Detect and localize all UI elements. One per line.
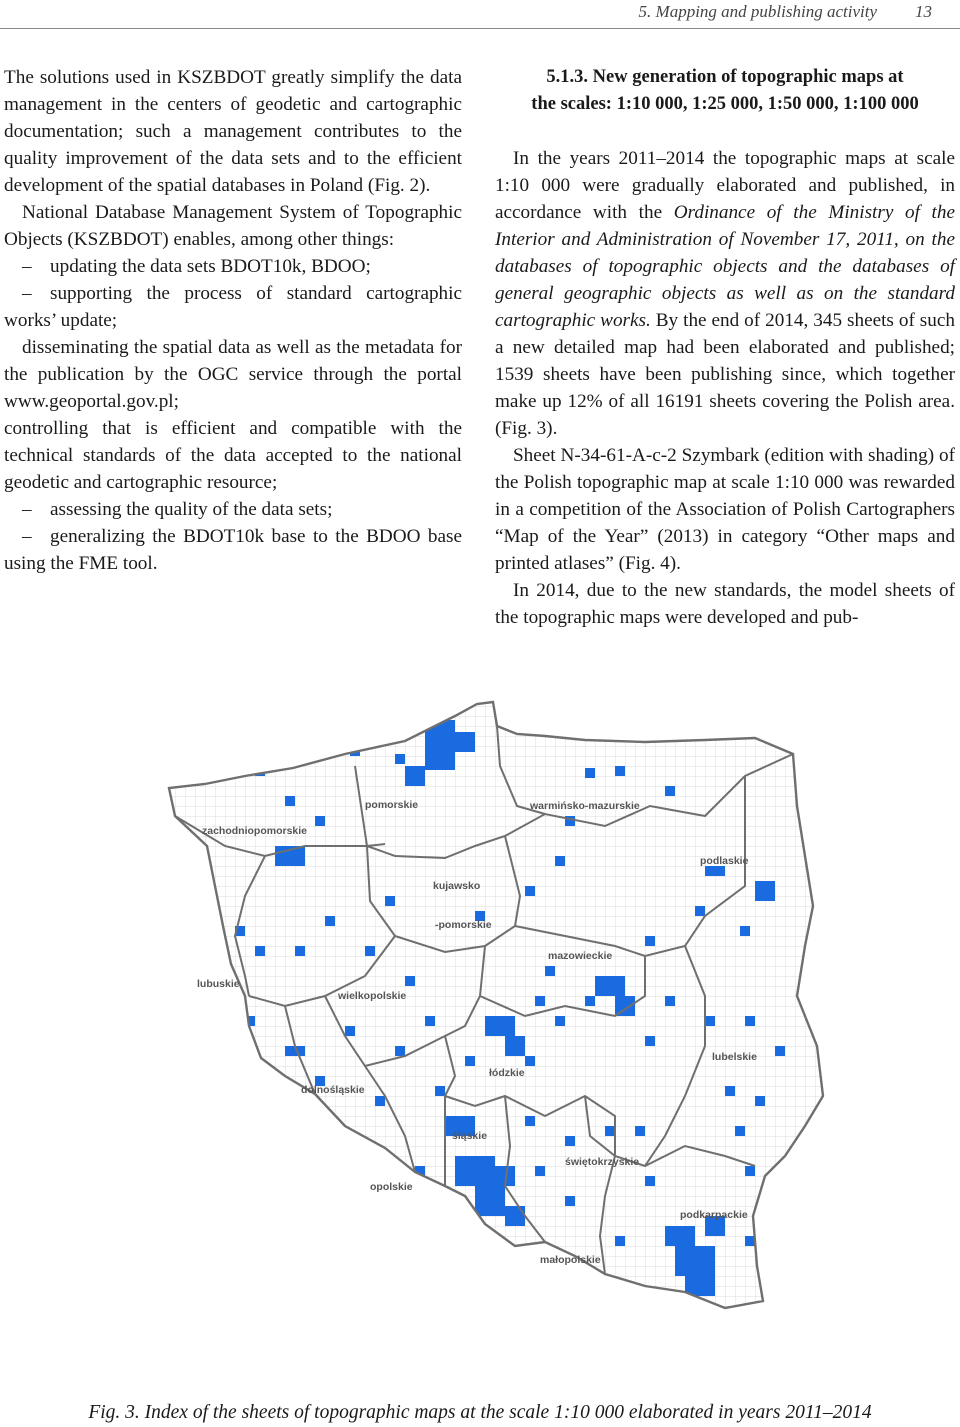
map-sheet [315,816,325,826]
map-sheet [395,1046,405,1056]
map-sheet [735,1126,745,1136]
figure-caption: Fig. 3. Index of the sheets of topographic maps at the scale 1:10 000 elaborated in years 2011–2014 [88,1402,872,1423]
page-header [0,0,960,28]
region-label: świętokrzyskie [565,1156,640,1168]
region-label: zachodniopomorskie [202,825,308,837]
map-sheet [695,906,705,916]
map-sheet [325,916,335,926]
map-sheet [225,761,235,771]
region-label: opolskie [370,1181,413,1193]
map-sheet [475,1186,505,1216]
map-sheet [755,1096,765,1106]
map-sheet [615,1236,625,1246]
region-label: lubelskie [712,1051,757,1063]
dash-marker: – [22,499,32,520]
map-sheet [675,1246,715,1276]
map-sheet [525,1116,535,1126]
map-sheet [375,1096,385,1106]
map-sheet [505,1036,525,1056]
map-sheet [585,1276,595,1286]
map-sheet [365,946,375,956]
map-sheet [535,996,545,1006]
region-label: śląskie [452,1130,488,1142]
paragraph-3 [495,145,955,442]
region-label: lubuskie [197,978,240,990]
map-sheet [745,1236,755,1246]
map-sheet [595,976,625,996]
map-sheet [345,1026,355,1036]
map-sheet [465,1056,475,1066]
map-sheet [295,946,305,956]
map-sheet [775,1046,785,1056]
paragraph-text: In the years 2011–2014 the topographic maps at scale 1:10 000 were gradually elaborated and published, in accordance with the [495,148,955,223]
map-sheet [445,732,475,752]
ordinance-citation: Ordinance of the Ministry of the Interior and Administration of November 17, 2011, on the databases of topographic objects and the databases of general geographic objects as well as on the standard cartographic works. [495,202,955,331]
heading-line-1: 5.1.3. New generation of topographic maps at [546,67,904,87]
map-sheet [705,866,725,876]
paragraph-1: The solutions used in KSZBDOT greatly simplify the data management in the centers of geodetic and cartographic documentation; such a management contributes to the quality improvement of the data sets and to the efficient development of the spatial databases in Poland (Fig. 2). [4,67,462,196]
map-sheet [745,1166,755,1176]
left-column [4,64,462,577]
map-sheet [525,886,535,896]
map-sheet [535,1166,545,1176]
region-label: dolnośląskie [301,1084,365,1096]
list-item-text: supporting the process of standard cartographic works’ update; [4,283,462,331]
map-sheet [725,1086,735,1096]
list-item-text: assessing the quality of the data sets; [50,499,333,520]
map-sheet [645,936,655,946]
sheet-index-map [145,696,845,1336]
map-sheet [425,1016,435,1026]
list-item-2 [4,280,462,334]
list-item-text: controlling that is efficient and compatible with the technical standards of the data accepted to the national geodetic and cartographic resource; [4,418,462,493]
map-sheet [435,1086,445,1096]
map-sheet [565,1136,575,1146]
region-label: podlaskie [700,855,749,867]
right-column [495,64,955,631]
region-label: mazowieckie [548,950,613,962]
heading-line-2: the scales: 1:10 000, 1:25 000, 1:50 000, 1:100 000 [531,94,919,114]
map-sheet [455,1156,495,1186]
paragraph-2: National Database Management System of Topographic Objects (KSZBDOT) enables, among other things: [4,202,462,250]
map-sheet [665,1226,695,1246]
map-sheet [190,846,200,856]
list-item-5 [4,496,462,523]
map-sheet [525,1056,535,1066]
map-sheet [505,1206,525,1226]
region-label: podkarpackie [680,1209,748,1221]
dash-marker: – [22,283,32,304]
map-sheet [285,796,295,806]
running-header [639,2,932,22]
map-sheet [405,976,415,986]
map-sheet [385,896,395,906]
region-label: warmińsko-mazurskie [530,800,640,812]
dash-marker: – [22,526,32,547]
list-item-6 [4,523,462,577]
list-item-text: generalizing the BDOT10k base to the BDOO base using the FME tool. [4,526,462,574]
map-sheet [445,1196,465,1216]
map-sheet [485,1016,515,1036]
poland-map [145,696,845,1336]
paragraph-5: In 2014, due to the new standards, the model sheets of the topographic maps were developed and pub- [495,580,955,628]
chapter-title: 5. Mapping and publishing activity [638,2,877,21]
map-sheet [405,766,425,786]
map-sheet [745,1016,755,1026]
map-sheet [755,881,775,901]
paragraph-text: By the end of 2014, 345 sheets of such a new detailed map had been elaborated and published; 1539 sheets have been publishing since, which together make up 12% of all 16191 sheets covering the Polish area. (Fig. 3). [495,310,955,439]
list-item-4 [4,415,462,496]
map-sheet [665,786,675,796]
region-label: -pomorskie [435,919,492,931]
map-sheet [395,1196,405,1206]
section-heading [495,64,955,118]
map-sheet [585,996,595,1006]
map-sheet [705,1016,715,1026]
header-rule [0,28,960,29]
region-label: kujawsko [433,880,481,892]
map-sheet [765,1196,775,1206]
paragraph-4: Sheet N-34-61-A-c-2 Szymbark (edition with shading) of the Polish topographic map at scale 1:10 000 was rewarded in a competition of the Association of Polish Cartographers “Map of the Year” (2013) in category “Other maps and printed atlases” (Fig. 4). [495,445,955,574]
region-label: małopolskie [540,1254,601,1266]
map-sheet [255,946,265,956]
map-sheet [615,766,625,776]
map-sheet [645,1176,655,1186]
map-sheet [555,856,565,866]
map-sheet [395,754,405,764]
map-sheet [635,1126,645,1136]
map-sheet [565,1196,575,1206]
page-number: 13 [915,2,932,21]
region-label: wielkopolskie [338,990,407,1002]
map-sheet [555,1016,565,1026]
list-item-text: updating the data sets BDOT10k, BDOO; [50,256,371,277]
map-sheet [665,996,675,1006]
region-label: pomorskie [365,799,419,811]
map-sheet [740,926,750,936]
map-sheet [545,966,555,976]
list-item-text: disseminating the spatial data as well as the metadata for the publication by the OGC service through the portal www.geoportal.gov.pl; [4,337,462,412]
map-sheet [605,1126,615,1136]
region-label: łódzkie [489,1067,525,1079]
dash-marker: – [22,256,32,277]
list-item-1 [4,253,462,280]
map-sheet [585,768,595,778]
list-item-3 [4,334,462,415]
map-sheet [645,1036,655,1046]
